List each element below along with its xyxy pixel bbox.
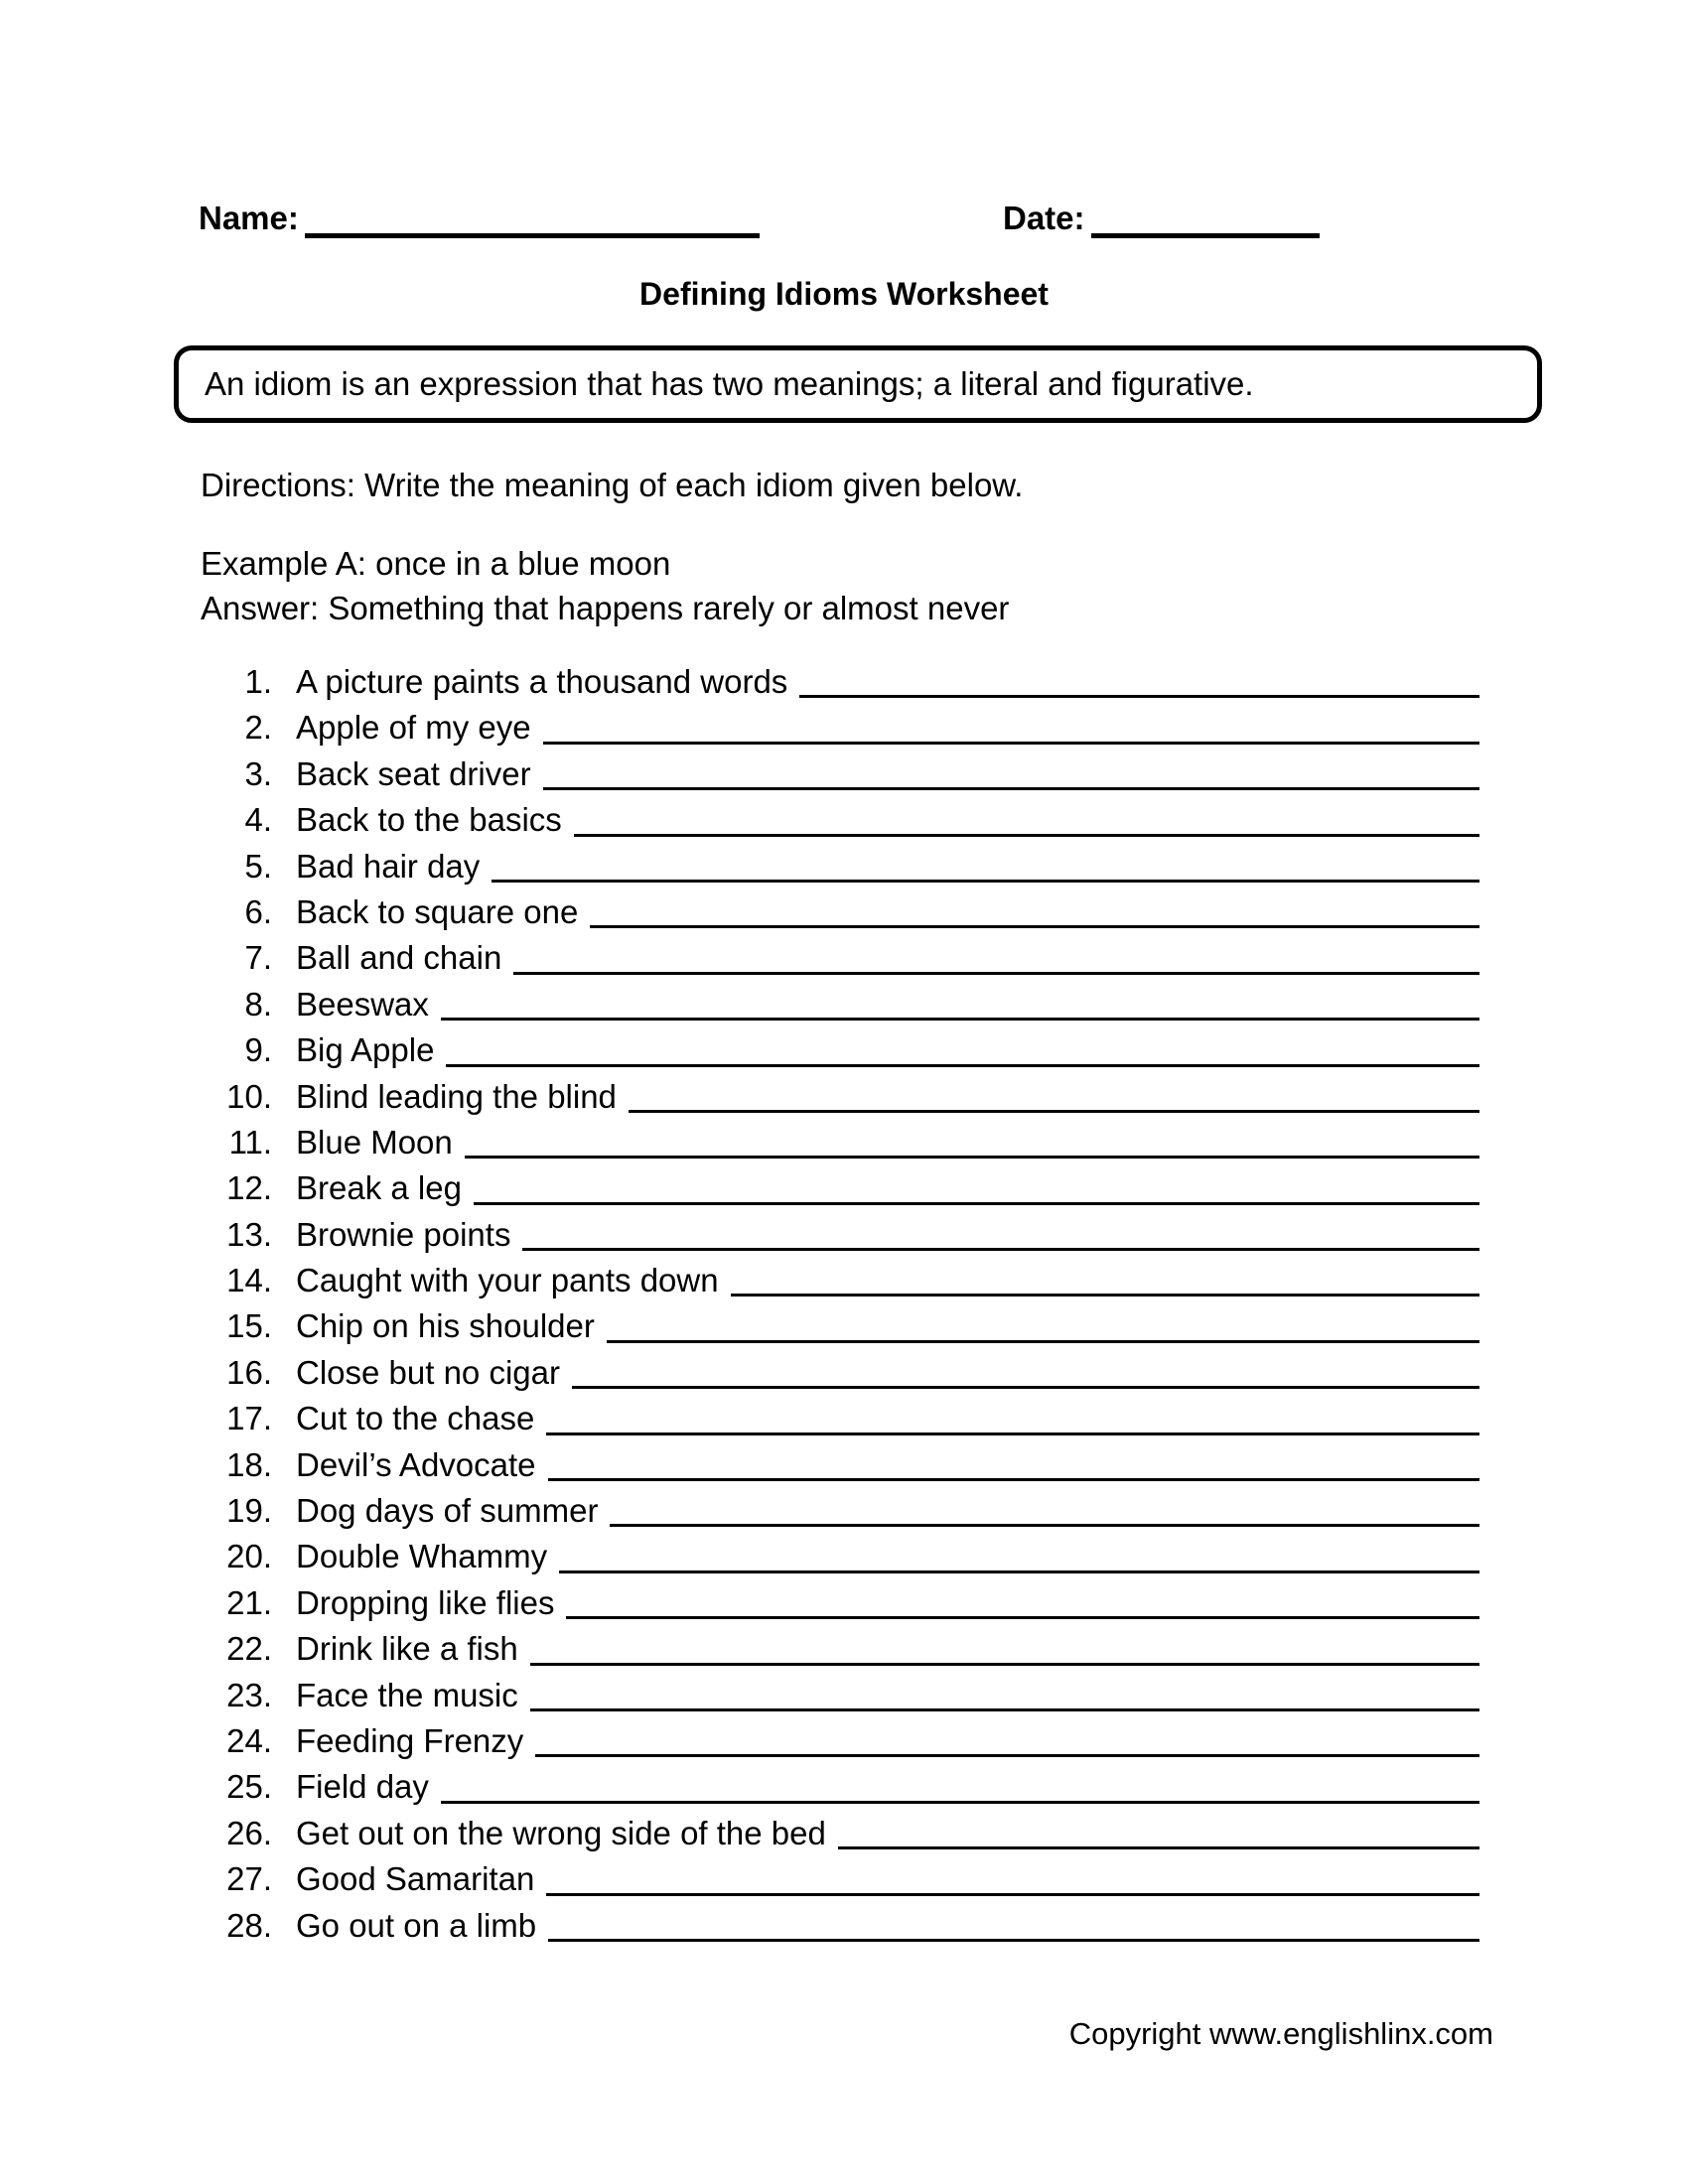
item-number: 10. bbox=[226, 1077, 272, 1115]
item-idiom-text: Chip on his shoulder bbox=[296, 1307, 595, 1345]
idiom-list-item bbox=[226, 1856, 1479, 1902]
item-idiom-text: Field day bbox=[296, 1768, 429, 1806]
item-idiom-text: Blind leading the blind bbox=[296, 1077, 617, 1115]
item-blank-line bbox=[548, 1478, 1479, 1481]
item-blank-line bbox=[543, 742, 1479, 745]
item-number: 16. bbox=[226, 1353, 272, 1391]
name-blank-line bbox=[305, 198, 760, 238]
item-idiom-text: Go out on a limb bbox=[296, 1906, 537, 1944]
date-field-row bbox=[1003, 198, 1320, 238]
directions-text: Directions: Write the meaning of each idiom given below. bbox=[201, 467, 1024, 503]
item-blank-line bbox=[446, 1064, 1479, 1067]
example-answer-text: Answer: Something that happens rarely or almost never bbox=[201, 590, 1010, 626]
item-number: 5. bbox=[244, 847, 272, 885]
idiom-list-item bbox=[226, 1303, 1479, 1349]
item-blank-line bbox=[513, 972, 1479, 975]
item-blank-line bbox=[530, 1708, 1479, 1711]
item-blank-line bbox=[559, 1570, 1479, 1573]
item-idiom-text: Feeding Frenzy bbox=[296, 1721, 524, 1759]
item-idiom-text: Break a leg bbox=[296, 1169, 462, 1207]
item-number: 1. bbox=[244, 663, 272, 700]
item-blank-line bbox=[590, 925, 1479, 928]
item-idiom-text: Dog days of summer bbox=[296, 1492, 599, 1530]
copyright-text: Copyright www.englishlinx.com bbox=[1068, 2016, 1493, 2051]
item-number: 4. bbox=[244, 801, 272, 839]
item-blank-line bbox=[546, 1433, 1479, 1435]
idiom-list-item bbox=[226, 1258, 1479, 1303]
item-number: 6. bbox=[244, 892, 272, 930]
item-number: 25. bbox=[226, 1768, 272, 1806]
item-blank-line bbox=[799, 695, 1479, 698]
item-blank-line bbox=[629, 1110, 1479, 1113]
item-idiom-text: Back seat driver bbox=[296, 754, 531, 792]
idiom-list-item bbox=[226, 1580, 1479, 1626]
item-idiom-text: Big Apple bbox=[296, 1031, 435, 1069]
date-label: Date: bbox=[1003, 200, 1085, 236]
idiom-list-item bbox=[226, 1626, 1479, 1672]
item-idiom-text: Cut to the chase bbox=[296, 1400, 535, 1437]
date-blank-line bbox=[1091, 198, 1320, 238]
idiom-list-item bbox=[226, 1488, 1479, 1534]
item-blank-line bbox=[546, 1893, 1479, 1896]
page-title: Defining Idioms Worksheet bbox=[639, 276, 1049, 312]
item-idiom-text: Dropping like flies bbox=[296, 1583, 555, 1621]
item-number: 14. bbox=[226, 1262, 272, 1299]
item-blank-line bbox=[731, 1294, 1479, 1297]
idiom-list-item bbox=[226, 1442, 1479, 1488]
definition-box bbox=[174, 345, 1542, 423]
item-blank-line bbox=[530, 1663, 1479, 1666]
item-idiom-text: Get out on the wrong side of the bed bbox=[296, 1814, 826, 1851]
item-number: 9. bbox=[244, 1031, 272, 1069]
item-blank-line bbox=[492, 880, 1479, 883]
idiom-list-item bbox=[226, 1396, 1479, 1441]
item-blank-line bbox=[535, 1754, 1479, 1757]
idiom-list-item bbox=[226, 889, 1479, 935]
idiom-list-item bbox=[226, 1534, 1479, 1579]
item-number: 8. bbox=[244, 985, 272, 1023]
item-blank-line bbox=[465, 1156, 1479, 1159]
item-idiom-text: Back to square one bbox=[296, 892, 579, 930]
item-blank-line bbox=[838, 1846, 1479, 1849]
name-label: Name: bbox=[199, 200, 299, 236]
idiom-list-item bbox=[226, 797, 1479, 843]
item-number: 18. bbox=[226, 1445, 272, 1483]
idiom-list-item bbox=[226, 1903, 1479, 1949]
item-number: 7. bbox=[244, 939, 272, 977]
item-idiom-text: Close but no cigar bbox=[296, 1353, 560, 1391]
idiom-list-item bbox=[226, 1165, 1479, 1211]
item-blank-line bbox=[572, 1386, 1479, 1389]
item-blank-line bbox=[574, 834, 1479, 837]
item-number: 17. bbox=[226, 1400, 272, 1437]
item-number: 20. bbox=[226, 1538, 272, 1575]
idiom-list bbox=[226, 659, 1479, 1949]
item-number: 12. bbox=[226, 1169, 272, 1207]
item-blank-line bbox=[543, 787, 1479, 790]
definition-text: An idiom is an expression that has two meanings; a literal and figurative. bbox=[205, 365, 1254, 402]
item-idiom-text: Drink like a fish bbox=[296, 1630, 518, 1668]
item-idiom-text: Devil’s Advocate bbox=[296, 1445, 536, 1483]
item-blank-line bbox=[566, 1616, 1479, 1619]
item-number: 23. bbox=[226, 1676, 272, 1713]
item-number: 2. bbox=[244, 709, 272, 747]
item-idiom-text: Bad hair day bbox=[296, 847, 481, 885]
item-blank-line bbox=[474, 1202, 1479, 1205]
item-idiom-text: A picture paints a thousand words bbox=[296, 663, 788, 700]
idiom-list-item bbox=[226, 659, 1479, 705]
item-number: 3. bbox=[244, 754, 272, 792]
item-idiom-text: Double Whammy bbox=[296, 1538, 548, 1575]
item-number: 24. bbox=[226, 1721, 272, 1759]
item-blank-line bbox=[607, 1340, 1479, 1343]
item-number: 28. bbox=[226, 1906, 272, 1944]
item-idiom-text: Brownie points bbox=[296, 1215, 511, 1253]
idiom-list-item bbox=[226, 751, 1479, 797]
item-idiom-text: Face the music bbox=[296, 1676, 518, 1713]
item-number: 26. bbox=[226, 1814, 272, 1851]
item-idiom-text: Beeswax bbox=[296, 985, 429, 1023]
item-idiom-text: Ball and chain bbox=[296, 939, 502, 977]
idiom-list-item bbox=[226, 1811, 1479, 1856]
idiom-list-item bbox=[226, 844, 1479, 889]
item-idiom-text: Apple of my eye bbox=[296, 709, 531, 747]
idiom-list-item bbox=[226, 935, 1479, 981]
item-idiom-text: Caught with your pants down bbox=[296, 1262, 719, 1299]
item-idiom-text: Back to the basics bbox=[296, 801, 562, 839]
item-number: 15. bbox=[226, 1307, 272, 1345]
idiom-list-item bbox=[226, 982, 1479, 1027]
item-blank-line bbox=[441, 1801, 1479, 1804]
idiom-list-item bbox=[226, 1764, 1479, 1810]
idiom-list-item bbox=[226, 1027, 1479, 1073]
item-blank-line bbox=[610, 1524, 1479, 1527]
idiom-list-item bbox=[226, 1074, 1479, 1120]
item-blank-line bbox=[441, 1018, 1479, 1021]
example-text: Example A: once in a blue moon bbox=[201, 545, 671, 582]
item-number: 13. bbox=[226, 1215, 272, 1253]
item-blank-line bbox=[548, 1939, 1479, 1942]
idiom-list-item bbox=[226, 705, 1479, 751]
idiom-list-item bbox=[226, 1212, 1479, 1258]
idiom-list-item bbox=[226, 1120, 1479, 1165]
idiom-list-item bbox=[226, 1718, 1479, 1764]
idiom-list-item bbox=[226, 1350, 1479, 1396]
item-number: 22. bbox=[226, 1630, 272, 1668]
idiom-list-item bbox=[226, 1673, 1479, 1718]
name-field-row bbox=[199, 198, 760, 238]
item-number: 11. bbox=[228, 1123, 272, 1160]
item-idiom-text: Blue Moon bbox=[296, 1123, 453, 1160]
item-number: 27. bbox=[226, 1860, 272, 1898]
item-blank-line bbox=[522, 1248, 1479, 1251]
item-number: 21. bbox=[226, 1583, 272, 1621]
item-number: 19. bbox=[226, 1492, 272, 1530]
item-idiom-text: Good Samaritan bbox=[296, 1860, 535, 1898]
